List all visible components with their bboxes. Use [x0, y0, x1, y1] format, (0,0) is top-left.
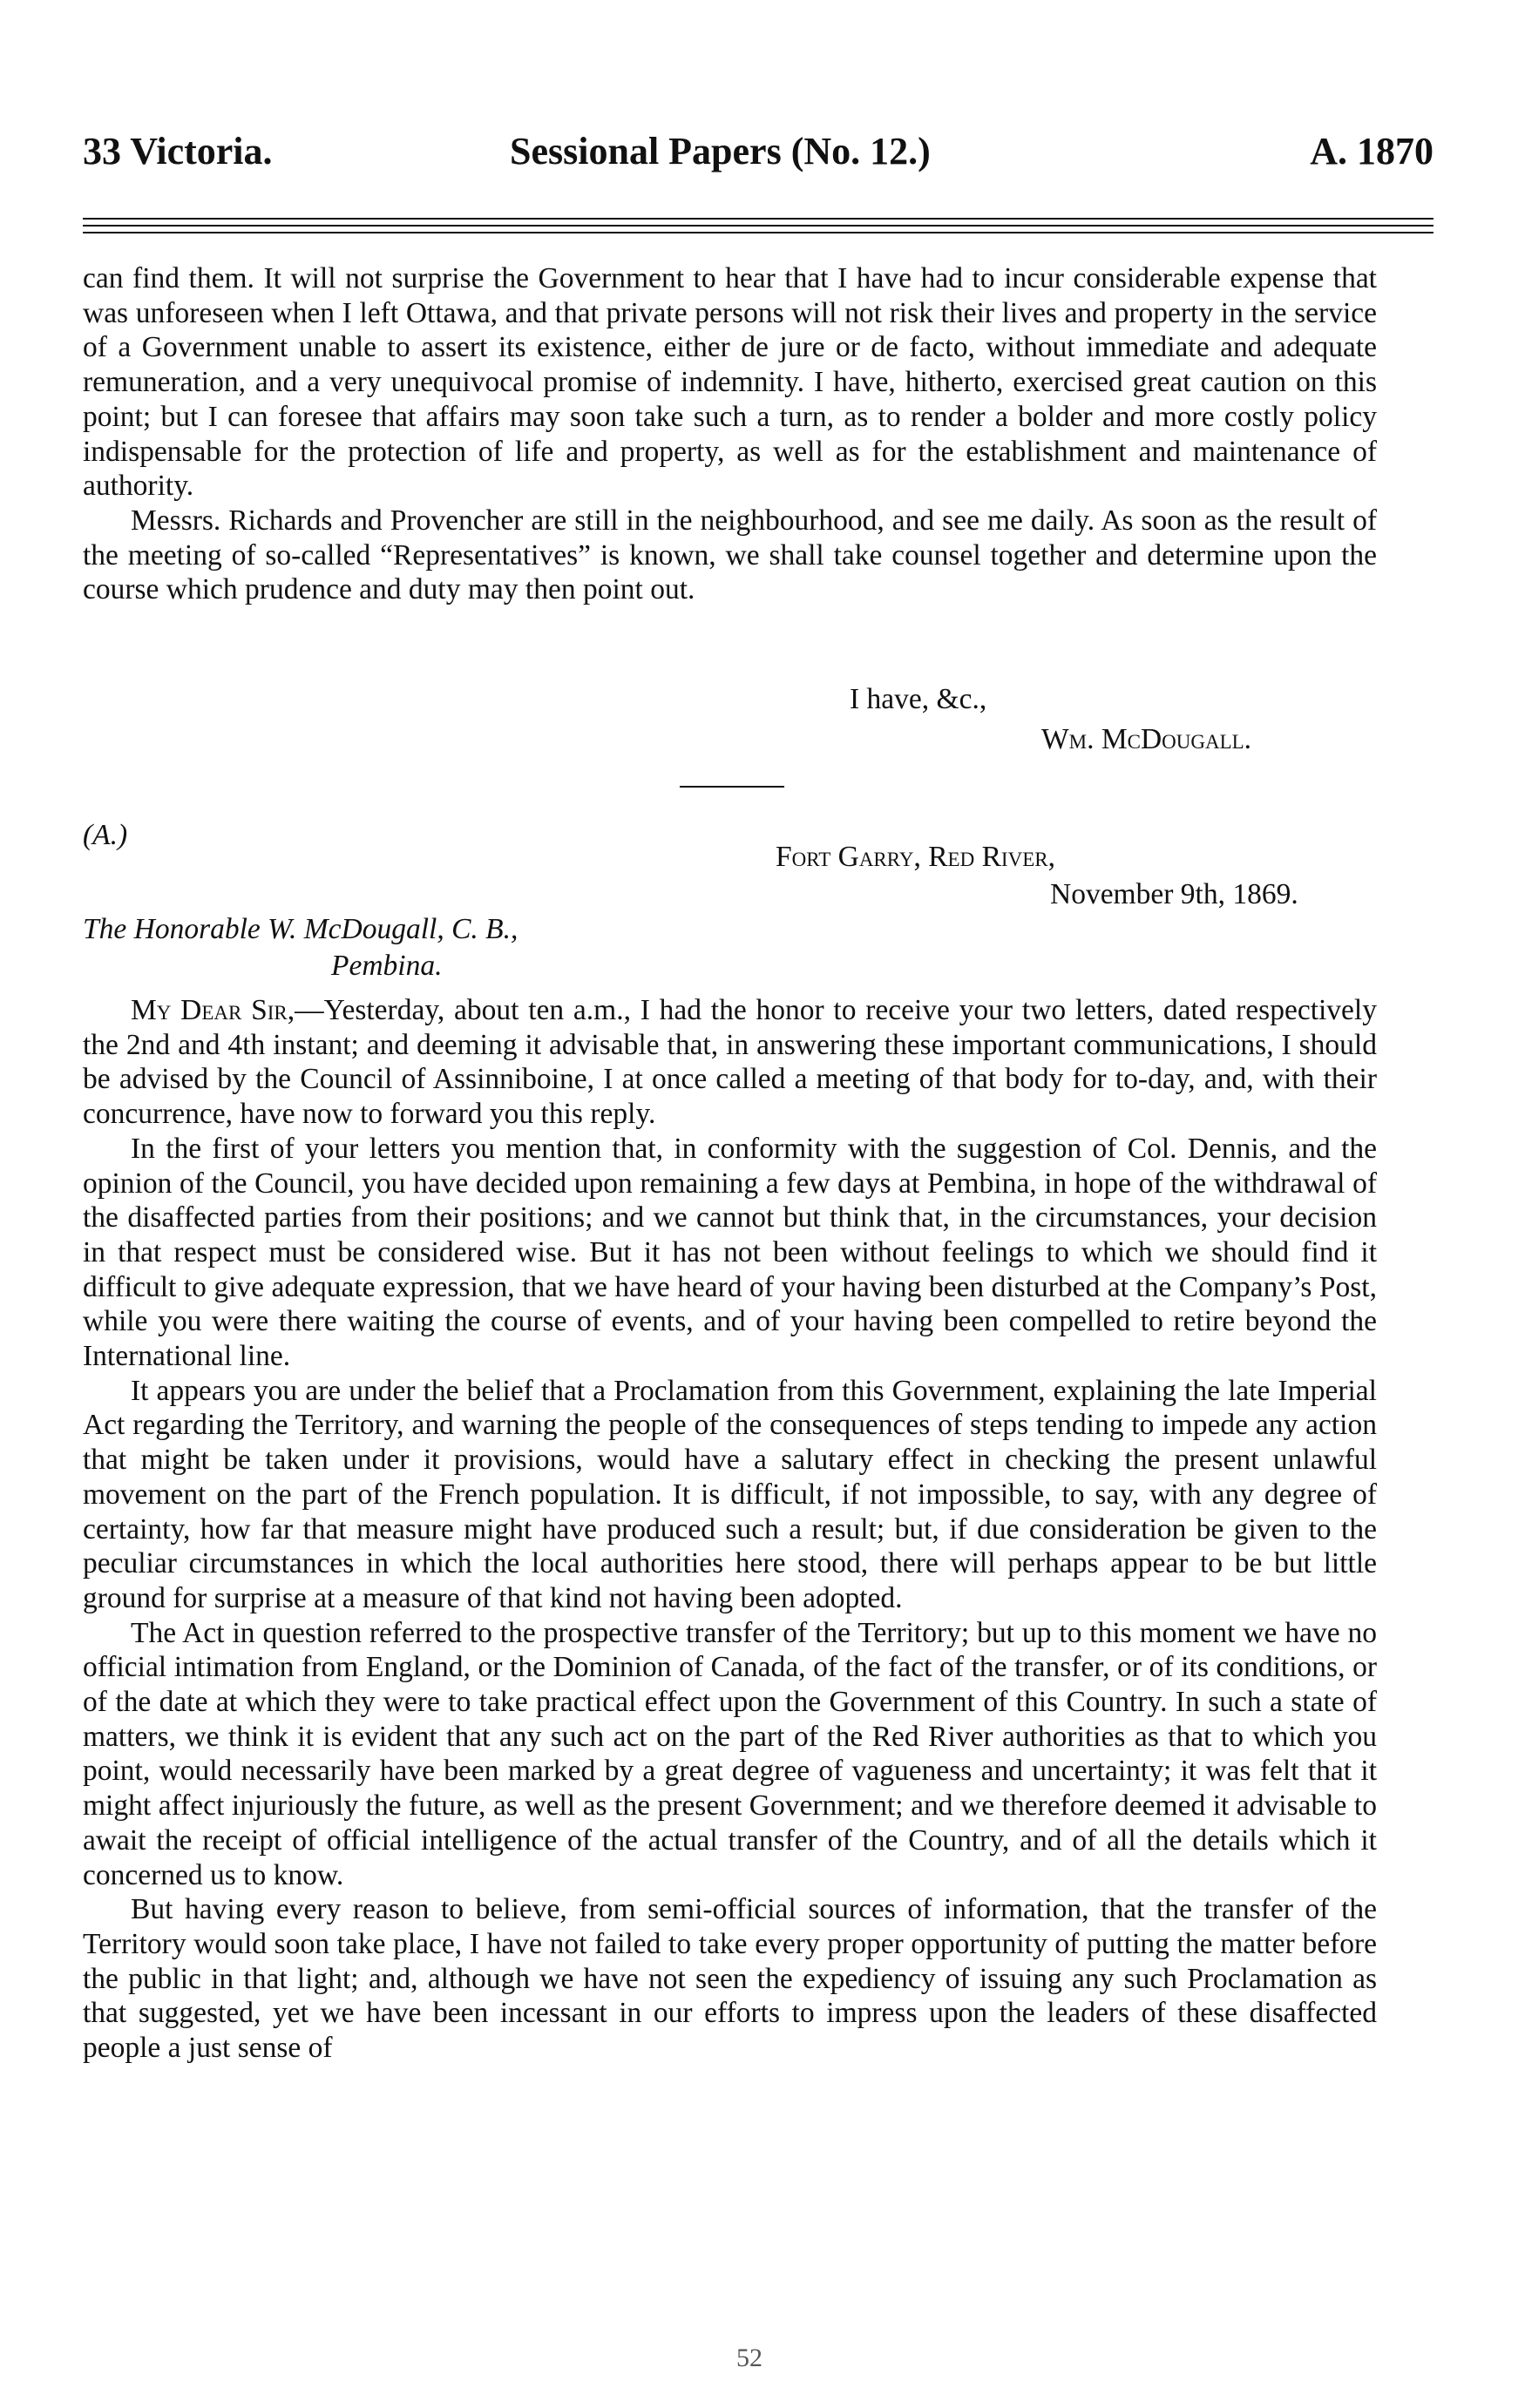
letter-date: November 9th, 1869.: [1050, 878, 1298, 910]
header-rule: [83, 218, 1434, 220]
letter-paragraph-2: In the first of your letters you mention that, in conformity with the suggestion of Col. Dennis, and the opinion of the Council, you have decided upon remaining a few days at Pembina, in hope of the withdrawal of the disaffected parties from their positions; and we cannot but think that, in the circumstances, your decision in that respect must be considered wise. But it has not been without feelings to which we should find it difficult to give adequate expression, that we have heard of your having been disturbed at the Company’s Post, while you were there waiting the course of events, and of your having been compelled to retire beyond the International line.: [83, 1132, 1377, 1373]
page-number: 52: [736, 2344, 762, 2372]
intro-paragraph-2: Messrs. Richards and Provencher are still in the neighbourhood, and see me daily. As soon as the result of the meeting of so-called “Representatives” is known, we shall take counsel together and determine upon the course which prudence and duty may then point out.: [83, 504, 1377, 606]
letter-paragraph-3: It appears you are under the belief that a Proclamation from this Government, explaining the late Imperial Act regarding the Territory, and warning the people of the consequences of steps tending to impede any action that might be taken under it provisions, would have a salutary effect in checking the present unlawful movement on the part of the French population. It is difficult, if not impossible, to say, with any degree of certainty, how far that measure might have produced such a result; but, if due consideration be given to the peculiar circumstances in which the local authorities here stood, there will perhaps appear to be but little ground for surprise at a measure of that kind not having been adopted.: [83, 1374, 1377, 1614]
letter-place: Fort Garry, Red River,: [776, 841, 1055, 873]
header-rule: [83, 232, 1434, 233]
closing-line: I have, &c.,: [850, 683, 987, 715]
letter-addressee-place: Pembina.: [331, 950, 443, 982]
letter-marker: (A.): [83, 819, 128, 851]
letter-addressee: The Honorable W. McDougall, C. B.,: [83, 913, 518, 945]
intro-text: [83, 261, 1377, 607]
letter-paragraph-1-text: —Yesterday, about ten a.m., I had the honor to receive your two letters, dated respectively the 2nd and 4th instant; and deeming it advisable that, in answering these important communications, I should be advised by the Council of Assinniboine, I at once called a meeting of that body for to-day, and, with their concurrence, have now to forward you this reply.: [83, 994, 1377, 1131]
section-divider: [680, 786, 784, 788]
signature: Wm. McDougall.: [1041, 723, 1252, 755]
header-regnal-year: 33 Victoria.: [83, 130, 273, 172]
letter-paragraph-1: [83, 993, 1377, 1132]
running-head: [83, 129, 1434, 190]
header-year: A. 1870: [1310, 130, 1434, 172]
letter-paragraph-5: But having every reason to believe, from semi-official sources of information, that the transfer of the Territory would soon take place, I have not failed to take every proper opportunity of putting the matter before the public in that light; and, although we have not seen the expediency of issuing any such Proclamation as that suggested, yet we have been incessant in our efforts to impress upon the leaders of these disaffected people a just sense of: [83, 1893, 1377, 2065]
header-rule: [83, 225, 1434, 227]
intro-paragraph-1: can find them. It will not surprise the Government to hear that I have had to incur considerable expense that was unforeseen when I left Ottawa, and that private persons will not risk their lives and property in the service of a Government unable to assert its existence, either de jure or de facto, without immediate and adequate remuneration, and a very unequivocal promise of indemnity. I have, hitherto, exercised great caution on this point; but I can foresee that affairs may soon take such a turn, as to render a bolder and more costly policy indispensable for the protection of life and property, as well as for the establishment and maintenance of authority.: [83, 262, 1377, 503]
header-series-title: Sessional Papers (No. 12.): [510, 130, 931, 172]
letter-body: [83, 993, 1377, 2066]
salutation: My Dear Sir,: [131, 994, 295, 1026]
letter-paragraph-4: The Act in question referred to the prospective transfer of the Territory; but up to this moment we have no official intimation from England, or the Dominion of Canada, of the fact of the transfer, or of its conditions, or of the date at which they were to take practical effect upon the Government of this Country. In such a state of matters, we think it is evident that any such act on the part of the Red River authorities as that to which you point, would necessarily have been marked by a great degree of vagueness and uncertainty; it was felt that it might affect injuriously the future, as well as the present Government; and we therefore deemed it advisable to await the receipt of official intelligence of the actual transfer of the Country, and of all the details which it concerned us to know.: [83, 1616, 1377, 1891]
